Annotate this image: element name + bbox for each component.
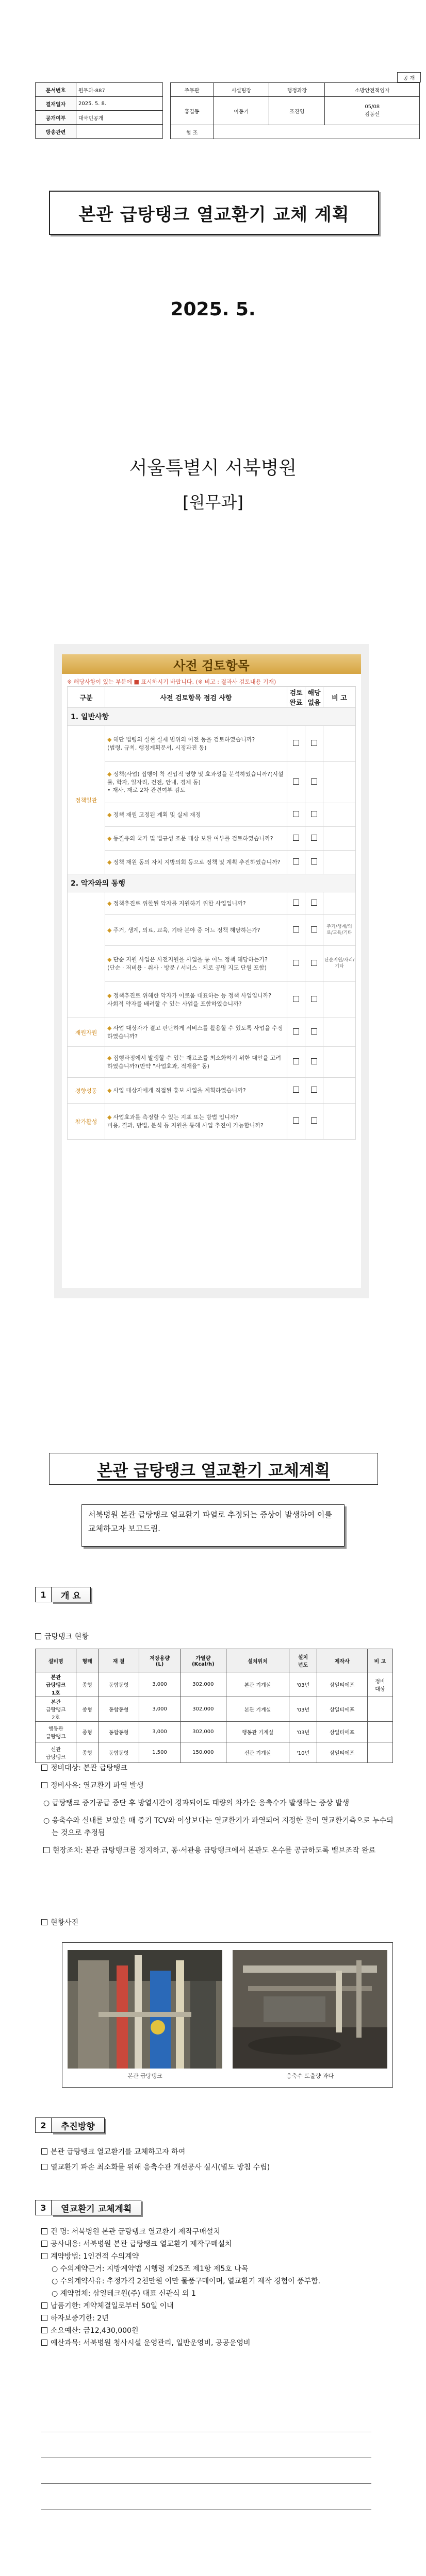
- square-bullet-icon: [41, 2148, 47, 2155]
- remark: 주거/생계/의료/교육/기타: [323, 915, 356, 946]
- meta-value: 2025. 5. 8.: [76, 97, 163, 111]
- section-title: 추진방향: [52, 2117, 105, 2133]
- status-photos-frame: [62, 1942, 393, 2088]
- square-bullet-icon: [41, 2340, 47, 2346]
- category-label: 참가활성: [68, 1104, 105, 1140]
- na-checkbox[interactable]: [311, 1087, 317, 1093]
- circle-bullet-icon: ○: [43, 1799, 52, 1807]
- col-header: 비 고: [367, 1649, 392, 1672]
- check-question: ◆ 정책(사업) 집행이 착 진입적 영향 및 효과성을 분석하였습니까?(시설률, 학자, 일자리, 건전, 안내, 경제 동) • 재사, 재로 2차 관련여부 검토: [105, 762, 287, 803]
- plan-line: 계약방법: 1인견적 수의계약: [41, 2250, 397, 2263]
- bullet-icon: ◆: [107, 992, 112, 999]
- cover-title: 본관 급탕탱크 열교환기 교체 계획: [49, 191, 379, 235]
- bullet-icon: ◆: [107, 858, 112, 866]
- tank-photo-image: [68, 1950, 222, 2069]
- na-checkbox[interactable]: [311, 1058, 317, 1064]
- cooperation-value: [214, 125, 420, 139]
- remark: [323, 1018, 356, 1047]
- bullet-item: ○ 응축수와 실내를 보았을 때 증기 TCV와 이상보다는 열교환기가 파열되어 지정한 물이 열교환기측으로 누수되는 것으로 추정됨: [43, 1817, 394, 1837]
- na-checkbox[interactable]: [311, 960, 317, 966]
- photo-caption: 응축수 토출량 과다: [286, 2073, 334, 2079]
- check-question: ◆ 주거, 생계, 의료, 교육, 기타 분야 중 어느 정책 해당하는가?: [105, 915, 287, 946]
- square-bullet-icon: [43, 1847, 50, 1853]
- done-checkbox[interactable]: [293, 900, 299, 906]
- check-question: ◆ 사업효과를 측정할 수 있는 지표 또는 방법 입니까? 비용, 결과, 방법, 분석 등 지원을 통해 사업 추진이 가능합니까?: [105, 1104, 287, 1140]
- document-meta-table: [35, 82, 163, 139]
- square-bullet-icon: [41, 1919, 47, 1925]
- remark: [323, 1047, 356, 1078]
- square-bullet-icon: [41, 2315, 47, 2321]
- na-checkbox[interactable]: [311, 740, 317, 746]
- square-bullet-icon: [41, 2241, 47, 2247]
- col-header: 설치 년도: [289, 1649, 317, 1672]
- remark: [323, 726, 356, 762]
- condensate-photo: [233, 1950, 387, 2069]
- report-intro: 서북병원 본관 급탕탱크 열교환기 파열로 추정되는 증상이 발생하여 이를 교체하고자 보고드림.: [81, 1504, 345, 1547]
- section-number: 1: [35, 1587, 52, 1602]
- remark: 단순지원/자리/기타: [323, 946, 356, 982]
- status-label: 급탕탱크 현황: [35, 1631, 89, 1643]
- done-checkbox[interactable]: [293, 926, 299, 933]
- bullet-item: 정비사유: 열교환기 파열 발생: [41, 1780, 397, 1792]
- equipment-table: [35, 1649, 393, 1763]
- check-question: ◆ 사업 대상자가 결고 판단하게 서비스를 활용할 수 있도록 사업을 수정하였습니까?: [105, 1018, 287, 1047]
- section-header-direction: [35, 2117, 105, 2133]
- photo-label: 현황사진: [41, 1917, 78, 1929]
- category-label: 정책일관: [68, 726, 105, 874]
- check-question: ◆ 해단 법령의 실현 실제 범위의 이전 동을 검토하였습니까? (법령, 규칙, 행정계획문서, 시정과진 동): [105, 726, 287, 762]
- meta-value: [76, 125, 163, 139]
- col-header: 가열량 (Kcal/h): [180, 1649, 226, 1672]
- done-checkbox[interactable]: [293, 1087, 299, 1093]
- sign-name: 홍길동: [171, 97, 214, 125]
- col-header: 형태: [76, 1649, 99, 1672]
- col-header: 사전 검토항목 점검 사항: [105, 687, 287, 708]
- bullet-item: ○ 급탕탱크 증기공급 중단 후 방열시간이 경과되어도 태량의 차가운 응축수가 발생하는 증상 발생: [43, 1799, 350, 1807]
- check-question: ◆ 정책 재원 동의 자치 지방의회 등으로 정책 및 계획 추진하였습니까?: [105, 851, 287, 874]
- square-bullet-icon: [41, 2327, 47, 2333]
- plan-line: 예산과목: 서북병원 청사시설 운영관리, 일반운영비, 공공운영비: [41, 2337, 397, 2349]
- section-title: 개 요: [52, 1587, 91, 1602]
- check-question: ◆ 동질유의 국가 및 법규성 조문 대상 보완 여부를 검토하였습니까?: [105, 827, 287, 851]
- bullet-icon: ◆: [107, 1054, 112, 1061]
- remark: [323, 762, 356, 803]
- square-bullet-icon: [41, 1782, 47, 1788]
- bullet-item: 현장조치: 본관 급탕탱크를 정지하고, 동·서관용 급탕탱크에서 본관도 온수를 공급하도록 밸브조작 완료: [41, 1844, 397, 1857]
- na-checkbox[interactable]: [311, 900, 317, 906]
- circle-bullet-icon: ○: [43, 1817, 52, 1825]
- checklist-note: ※ 해당사항이 있는 부분에 ■ 표시하시기 바랍니다. (※ 비고 : 결과사 검토내용 기재): [67, 679, 276, 685]
- circle-bullet-icon: ○: [52, 2290, 60, 2298]
- public-status-tag: 공 개: [397, 72, 421, 82]
- sign-head: 주무관: [171, 83, 214, 97]
- done-checkbox[interactable]: [293, 835, 299, 841]
- remark: [323, 803, 356, 827]
- col-header: 저장용량 (L): [139, 1649, 180, 1672]
- checklist-table: [67, 686, 356, 1140]
- report-title: 본관 급탕탱크 열교환기 교체계획: [49, 1453, 378, 1485]
- check-question: ◆ 집행과정에서 발생할 수 있는 재료조률 최소화하기 위한 대안을 고려하였습니까?(만약 "사업효과, 적재율" 동): [105, 1047, 287, 1078]
- tank-photo: [68, 1950, 222, 2069]
- sign-head: 소방안전책임자: [325, 83, 420, 97]
- plan-line: 소요예산: 금12,430,000원: [41, 2325, 397, 2337]
- check-question: ◆ 정책추진로 위한된 악자를 지원하기 위한 사업입니까?: [105, 892, 287, 915]
- done-checkbox[interactable]: [293, 960, 299, 966]
- category-label: 재원자원: [68, 1018, 105, 1047]
- check-question: ◆ 단순 지원 사업은 사전지원을 사업을 통 어느 정책 해당하는가? (단순 · 저비용 · 취사 · 방문 / 서비스 · 체로 공명 지도 단원 포함): [105, 946, 287, 982]
- plan-details: [41, 2226, 397, 2349]
- bullet-icon: ◆: [107, 900, 112, 907]
- remark: [323, 1078, 356, 1104]
- section-header-overview: [35, 1587, 91, 1602]
- bullet-icon: ◆: [107, 811, 112, 818]
- approval-sign-table: [170, 82, 420, 139]
- cover-date: 2025. 5.: [170, 299, 256, 320]
- remark: [323, 892, 356, 915]
- col-header: 해당 없음: [305, 687, 323, 708]
- plan-line: 납품기한: 계약체결일로부터 50일 이내: [41, 2300, 397, 2312]
- circle-bullet-icon: ○: [52, 2277, 60, 2285]
- meta-key: 공개여부: [36, 111, 76, 125]
- cover-department: [원무과]: [183, 493, 243, 512]
- bullet-item: 열교환기 파손 최소화를 위해 응축수관 개선공사 실시(별도 방침 수립): [41, 2161, 397, 2174]
- plan-line: 건 명: 서북병원 본관 급탕탱크 열교환기 제작구매설치: [41, 2226, 397, 2238]
- cooperation-label: 협 조: [171, 125, 214, 139]
- plan-line: 하자보증기한: 2년: [41, 2312, 397, 2325]
- square-bullet-icon: [35, 1633, 41, 1639]
- section-header-plan: [35, 2200, 141, 2215]
- bullet-icon: ◆: [107, 926, 112, 934]
- done-checkbox[interactable]: [293, 778, 299, 785]
- done-checkbox[interactable]: [293, 811, 299, 817]
- table-row: 본관 급탕탱크 2호 종형 동합동형 3,000 302,000 본관 기계실 '03년 삼일티에프: [36, 1697, 393, 1722]
- sign-head: 시설팀장: [214, 83, 269, 97]
- col-header: 비 고: [323, 687, 356, 708]
- square-bullet-icon: [41, 2302, 47, 2309]
- remark: [323, 827, 356, 851]
- na-checkbox[interactable]: [311, 835, 317, 841]
- table-row: 본관 급탕탱크 1호 종형 동합동형 3,000 302,000 본관 기계실 '03년 삼일티에프 정비 대상: [36, 1672, 393, 1697]
- bullet-icon: ◆: [107, 1087, 112, 1094]
- na-checkbox[interactable]: [311, 811, 317, 817]
- meta-value: 대국민공개: [76, 111, 163, 125]
- col-header: 재 질: [98, 1649, 139, 1672]
- category-label: 경향성동: [68, 1078, 105, 1104]
- bullet-icon: ◆: [107, 835, 112, 842]
- meta-key: 방송관련: [36, 125, 76, 139]
- bullet-item: 본관 급탕탱크 열교환기를 교체하고자 하여: [41, 2146, 397, 2158]
- cover-organization: 서울특별시 서북병원: [129, 457, 297, 479]
- blank-line: [41, 2509, 371, 2510]
- sign-name: 조진영: [269, 97, 325, 125]
- na-checkbox[interactable]: [311, 996, 317, 1002]
- circle-bullet-icon: ○: [52, 2265, 60, 2273]
- section-title: 1. 일반사항: [68, 708, 356, 726]
- checklist-sheet: [62, 654, 361, 1288]
- section-title: 열교환기 교체계획: [52, 2200, 141, 2215]
- section-number: 2: [35, 2117, 52, 2133]
- table-row: 행동관 급탕탱크 종형 동합동형 3,000 302,000 행동관 기계실 '03년 삼일티에프: [36, 1722, 393, 1742]
- bullet-icon: ◆: [107, 956, 112, 963]
- table-row: 신관 급탕탱크 종형 동합동형 1,500 150,000 신관 기계실 '10년 삼일티에프: [36, 1742, 393, 1763]
- pre-review-checklist-card: [54, 644, 369, 1298]
- blank-line: [41, 2483, 371, 2484]
- done-checkbox[interactable]: [293, 996, 299, 1002]
- condensate-photo-image: [233, 1950, 387, 2069]
- remark: [323, 982, 356, 1018]
- meta-key: 결재일자: [36, 97, 76, 111]
- category-label: [68, 892, 105, 1018]
- remark: [323, 851, 356, 874]
- square-bullet-icon: [41, 2253, 47, 2259]
- sign-head: 행정과장: [269, 83, 325, 97]
- overview-bullets: [41, 1762, 397, 1857]
- na-checkbox[interactable]: [311, 778, 317, 785]
- sign-name: 이동기: [214, 97, 269, 125]
- na-checkbox[interactable]: [311, 926, 317, 933]
- done-checkbox[interactable]: [293, 740, 299, 746]
- plan-line: 공사내용: 서북병원 본관 급탕탱크 열교환기 제작구매설치: [41, 2238, 397, 2250]
- done-checkbox[interactable]: [293, 1028, 299, 1035]
- done-checkbox[interactable]: [293, 858, 299, 865]
- na-checkbox[interactable]: [311, 1028, 317, 1035]
- col-header: 설비명: [36, 1649, 76, 1672]
- plan-line: ○ 수의계약근거: 지방계약법 시행령 제25조 제1항 제5호 나목: [52, 2265, 249, 2273]
- bullet-icon: ◆: [107, 770, 112, 777]
- direction-bullets: [41, 2146, 397, 2174]
- check-question: ◆ 정책추진로 위해한 악자가 이로움 대표하는 등 정책 사업입니까? 사회적 약자를 배려할 수 있는 사업을 포함하였습니까?: [105, 982, 287, 1018]
- plan-line: ○ 수의계약사유: 추정가격 2천만원 이만 물품구매이며, 열교환기 제작 경험이 풍부함.: [52, 2277, 321, 2285]
- col-header: 검토 완료: [287, 687, 305, 708]
- col-header: 설치위치: [226, 1649, 289, 1672]
- square-bullet-icon: [41, 2164, 47, 2170]
- checklist-title: 사전 검토항목: [62, 654, 361, 674]
- bullet-icon: ◆: [107, 1113, 112, 1121]
- done-checkbox[interactable]: [293, 1058, 299, 1064]
- na-checkbox[interactable]: [311, 1117, 317, 1124]
- bullet-icon: ◆: [107, 1024, 112, 1031]
- category-label: [68, 1047, 105, 1078]
- section-title: 2. 악자와의 동행: [68, 874, 356, 892]
- col-header: 구분: [68, 687, 105, 708]
- na-checkbox[interactable]: [311, 858, 317, 865]
- square-bullet-icon: [41, 1765, 47, 1771]
- square-bullet-icon: [41, 2228, 47, 2234]
- check-question: ◆ 사업 대상자에게 직접된 홍보 사업을 계획하였습니까?: [105, 1078, 287, 1104]
- sign-name: 05/08 김동선: [325, 97, 420, 125]
- plan-line: ○ 계약업체: 삼일테크원(주) 대표 신관식 외 1: [52, 2290, 196, 2298]
- photo-caption: 본관 급탕탱크: [127, 2073, 162, 2079]
- section-number: 3: [35, 2200, 52, 2215]
- meta-value: 원무과-887: [76, 83, 163, 97]
- remark: [323, 1104, 356, 1140]
- bullet-item: 정비대상: 본관 급탕탱크: [41, 1762, 397, 1774]
- check-question: ◆ 정책 재원 고정된 계획 및 실제 재정: [105, 803, 287, 827]
- bullet-icon: ◆: [107, 736, 112, 743]
- done-checkbox[interactable]: [293, 1117, 299, 1124]
- meta-key: 문서번호: [36, 83, 76, 97]
- col-header: 제작사: [317, 1649, 367, 1672]
